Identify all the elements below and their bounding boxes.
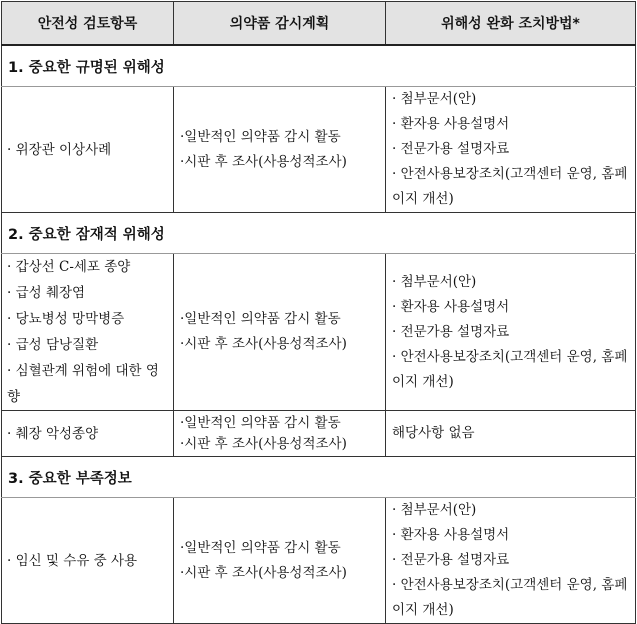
mitigation-item: · 첨부문서(안) — [392, 502, 477, 518]
monitoring-plan-cell — [174, 498, 386, 624]
safety-item-cell — [2, 498, 174, 624]
plan-item: ·시판 후 조사(사용성적조사) — [180, 153, 347, 170]
mitigation-item: · 첨부문서(안) — [392, 273, 477, 290]
safety-item: · 심혈관계 위험에 대한 영향 — [7, 363, 159, 405]
section-1-title: 1. 중요한 규명된 위해성 — [2, 45, 636, 87]
header-row — [2, 2, 636, 46]
risk-management-table — [1, 1, 636, 624]
safety-item-cell — [2, 411, 174, 457]
mitigation-item: · 환자용 사용설명서 — [392, 116, 510, 132]
safety-item: · 임신 및 수유 중 사용 — [7, 552, 138, 569]
mitigation-item: · 전문가용 설명자료 — [392, 323, 510, 340]
plan-item: ·시판 후 조사(사용성적조사) — [180, 435, 347, 452]
monitoring-plan-cell — [174, 254, 386, 411]
mitigation-cell — [386, 411, 636, 457]
section-1-row — [2, 45, 636, 87]
plan-item: ·일반적인 의약품 감시 활동 — [180, 414, 341, 431]
safety-item: · 당뇨병성 망막병증 — [7, 311, 125, 327]
mitigation-item: · 안전사용보장조치(고객센터 운영, 홈페이지 개선) — [392, 348, 628, 390]
mitigation-cell — [386, 498, 636, 624]
table-row — [2, 87, 636, 213]
section-2-title: 2. 중요한 잠재적 위해성 — [2, 213, 636, 254]
table-row — [2, 254, 636, 411]
mitigation-item: · 전문가용 설명자료 — [392, 141, 510, 157]
section-2-row — [2, 213, 636, 254]
monitoring-plan-cell — [174, 87, 386, 213]
table-row — [2, 411, 636, 457]
section-3-title: 3. 중요한 부족정보 — [2, 457, 636, 498]
plan-item: ·일반적인 의약품 감시 활동 — [180, 539, 341, 556]
safety-item-cell — [2, 87, 174, 213]
table-row — [2, 498, 636, 624]
safety-item: · 췌장 악성종양 — [7, 425, 99, 442]
plan-item: ·시판 후 조사(사용성적조사) — [180, 336, 347, 352]
mitigation-item: · 안전사용보장조치(고객센터 운영, 홈페이지 개선) — [392, 166, 628, 207]
mitigation-item: · 전문가용 설명자료 — [392, 552, 510, 568]
safety-item: · 갑상선 C-세포 종양 — [7, 259, 131, 275]
plan-item: ·일반적인 의약품 감시 활동 — [180, 128, 341, 145]
section-3-row — [2, 457, 636, 498]
header-risk-mitigation: 위해성 완화 조치방법* — [386, 2, 636, 46]
monitoring-plan-cell — [174, 411, 386, 457]
safety-item: · 위장관 이상사례 — [7, 141, 112, 158]
mitigation-item: · 안전사용보장조치(고객센터 운영, 홈페이지 개선) — [392, 577, 628, 618]
plan-item: ·일반적인 의약품 감시 활동 — [180, 311, 341, 327]
header-safety-item: 안전성 검토항목 — [2, 2, 174, 46]
safety-item: · 급성 췌장염 — [7, 285, 86, 301]
mitigation-cell — [386, 254, 636, 411]
mitigation-item: · 환자용 사용설명서 — [392, 298, 510, 315]
plan-item: ·시판 후 조사(사용성적조사) — [180, 564, 347, 581]
mitigation-item: · 첨부문서(안) — [392, 91, 477, 107]
header-monitoring-plan: 의약품 감시계획 — [174, 2, 386, 46]
safety-item: · 급성 담낭질환 — [7, 337, 99, 353]
mitigation-cell — [386, 87, 636, 213]
safety-item-cell — [2, 254, 174, 411]
mitigation-item: 해당사항 없음 — [392, 425, 475, 441]
mitigation-item: · 환자용 사용설명서 — [392, 527, 510, 543]
